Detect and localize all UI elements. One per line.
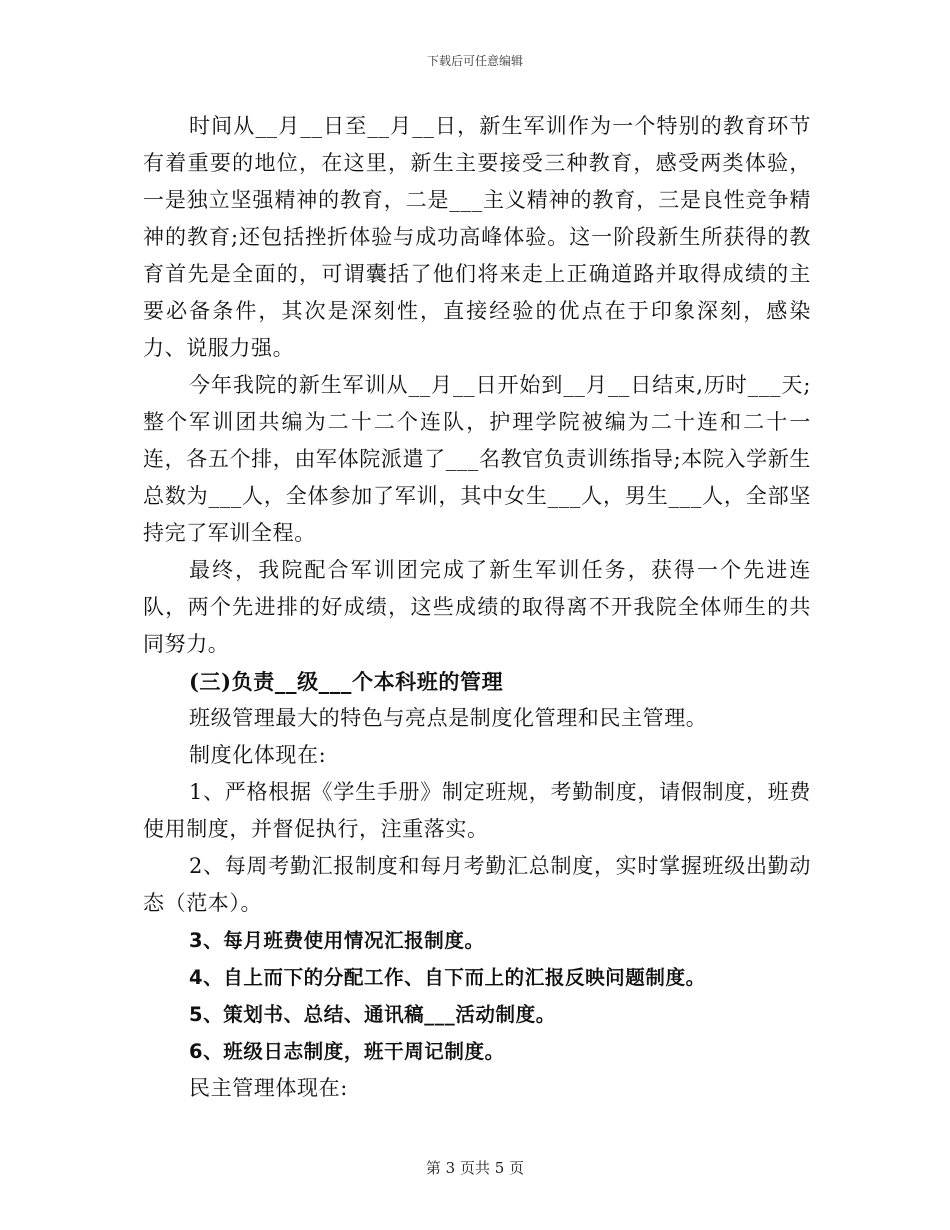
paragraph-class-management-feature: 班级管理最大的特色与亮点是制度化管理和民主管理。 — [189, 706, 708, 730]
document-body — [143, 108, 811, 1107]
list-item-rule-4: 4、自上而下的分配工作、自下而上的汇报反映问题制度。 — [189, 966, 706, 989]
page-header: 下载后可任意编辑 — [426, 54, 523, 68]
paragraph-military-training-result: 最终，我院配合军训团完成了新生军训任务，获得一个先进连队，两个先进排的好成绩，这些成绩的取得离不开我院全体师生的共同努力。 — [143, 558, 811, 656]
list-item-rule-3: 3、每月班费使用情况汇报制度。 — [189, 929, 485, 952]
paragraph-institution-intro: 制度化体现在: — [189, 743, 327, 767]
list-item-rule-2: 2、每周考勤汇报制度和每月考勤汇总制度，实时掌握班级出勤动态（范本）。 — [143, 854, 811, 915]
section-heading-class-management: (三)负责__级___个本科班的管理 — [189, 669, 504, 694]
page-number-footer: 第 3 页共 5 页 — [425, 1159, 525, 1177]
list-item-rule-5: 5、策划书、总结、通讯稿___活动制度。 — [189, 1003, 556, 1026]
list-item-rule-6: 6、班级日志制度，班干周记制度。 — [189, 1040, 505, 1063]
paragraph-military-training-details: 今年我院的新生军训从__月__日开始到__月__日结束,历时___天;整个军训团共编为二十二个连队，护理学院被编为二十连和二十一连，各五个排，由军体院派遣了___名教官负责训练指导;本院入学新生总数为___人，全体参加了军训，其中女生___人，男生___人，全部坚持完了军训全程。 — [143, 373, 811, 545]
paragraph-military-training-intro: 时间从__月__日至__月__日，新生军训作为一个特别的教育环节有着重要的地位，在这里，新生主要接受三种教育，感受两类体验，一是独立坚强精神的教育，二是___主义精神的教育，三是良性竞争精神的教育;还包括挫折体验与成功高峰体验。这一阶段新生所获得的教育首先是全面的，可谓囊括了他们将来走上正确道路并取得成绩的主要必备条件，其次是深刻性，直接经验的优点在于印象深刻，感染力、说服力强。 — [143, 114, 811, 360]
list-item-rule-1: 1、严格根据《学生手册》制定班规，考勤制度，请假制度，班费使用制度，并督促执行，注重落实。 — [143, 780, 811, 841]
paragraph-democratic-management-intro: 民主管理体现在: — [189, 1076, 348, 1100]
